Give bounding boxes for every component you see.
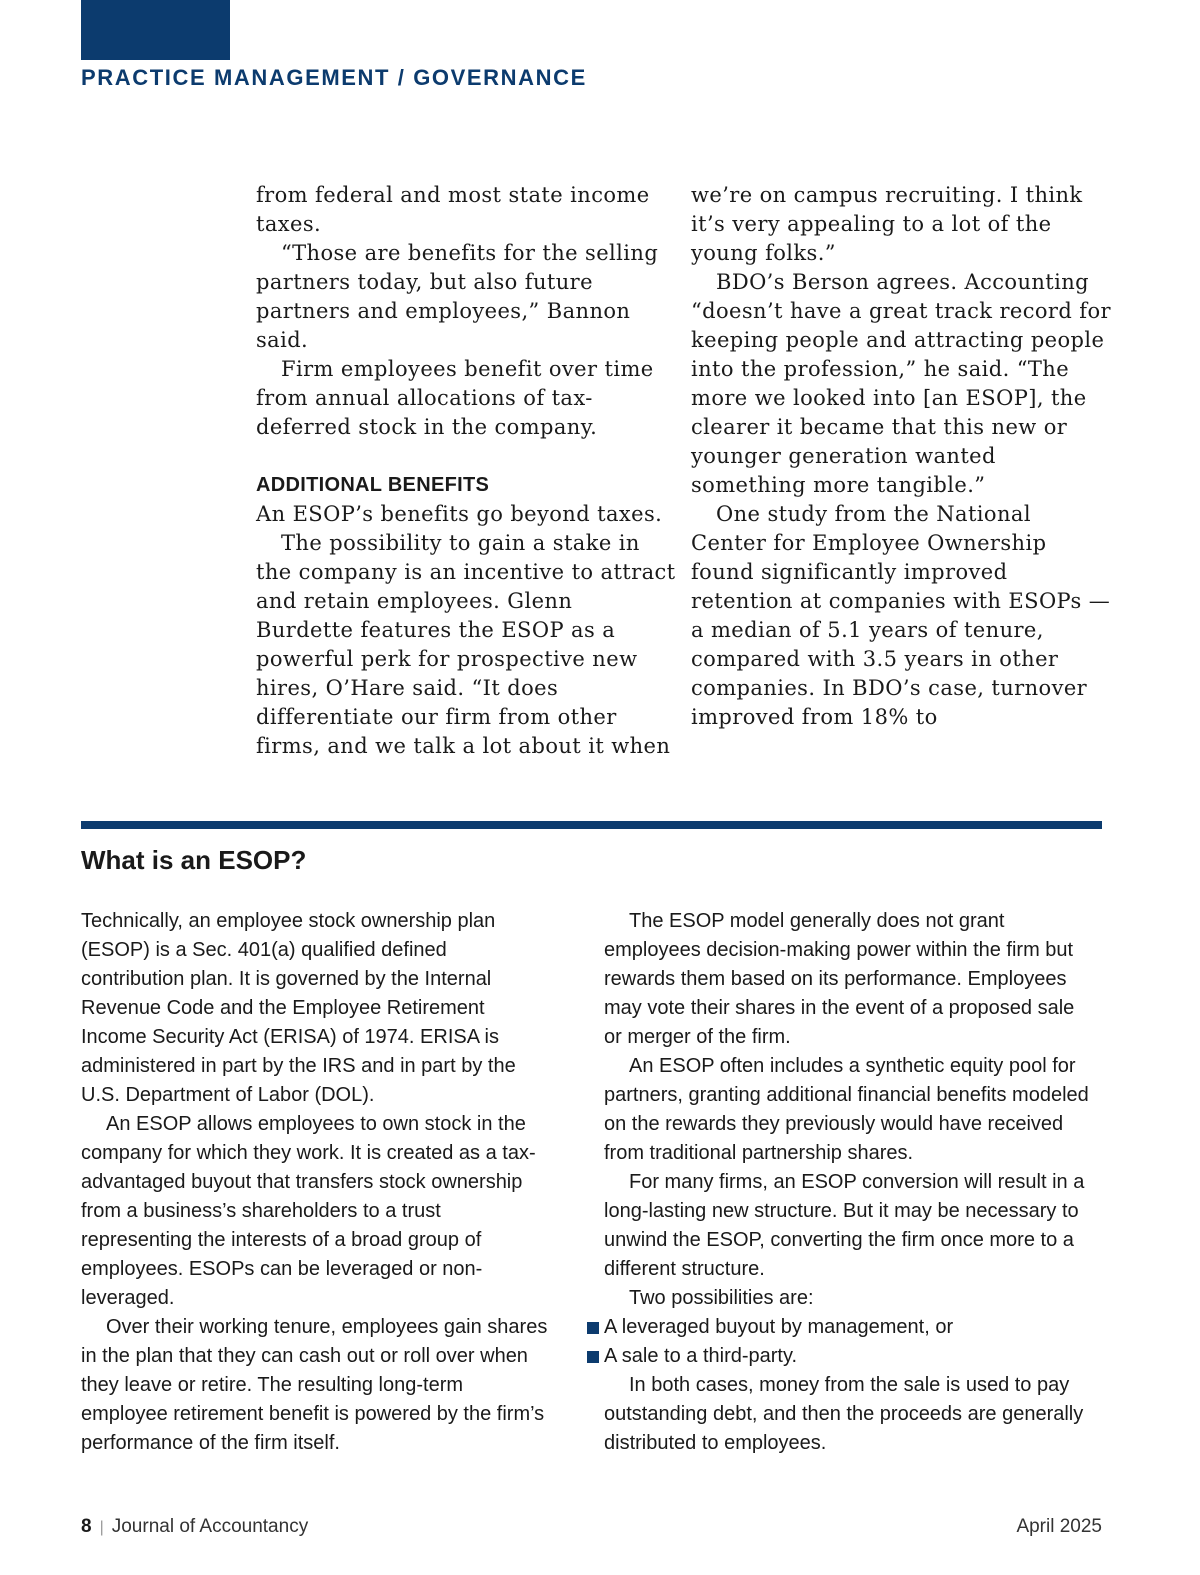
sidebar-paragraph: For many firms, an ESOP conversion will result in a long-lasting new structure. But it may be necessary to unwind the ESOP, converting the firm once more to a different structure. bbox=[604, 1171, 1085, 1280]
header-color-block bbox=[81, 0, 230, 60]
section-label: PRACTICE MANAGEMENT / GOVERNANCE bbox=[81, 65, 587, 90]
bullet-text: A leveraged buyout by management, or bbox=[604, 1316, 954, 1338]
sidebar-paragraph: The ESOP model generally does not grant employees decision-making power within the firm but rewards them based on its performance. Employees may vote their shares in the event of a proposed sale or merger of the firm. bbox=[604, 910, 1075, 1048]
article-paragraph: from federal and most state income taxes. bbox=[256, 183, 650, 236]
bullet-text: A sale to a third-party. bbox=[604, 1345, 798, 1367]
footer-left bbox=[81, 1516, 308, 1538]
sidebar-paragraph: Two possibilities are: bbox=[629, 1287, 814, 1309]
footer-separator: | bbox=[99, 1519, 104, 1536]
bullet-item bbox=[604, 1342, 1094, 1371]
paragraph-gap bbox=[256, 442, 676, 471]
sidebar-paragraph: An ESOP often includes a synthetic equity pool for partners, granting additional financial benefits modeled on the rewards they previously would have received from traditional partnership shares. bbox=[604, 1055, 1089, 1164]
publication-name: Journal of Accountancy bbox=[111, 1516, 309, 1537]
article-paragraph: we’re on campus recruiting. I think it’s very appealing to a lot of the young folks.” bbox=[691, 183, 1083, 265]
bullet-item bbox=[604, 1313, 1094, 1342]
article-paragraph: “Those are benefits for the selling partners today, but also future partners and employees,” Bannon said. bbox=[256, 241, 659, 352]
sidebar-paragraph: Over their working tenure, employees gain shares in the plan that they can cash out or roll over when they leave or retire. The resulting long-term employee retirement benefit is powered by the firm’s performance of the firm itself. bbox=[81, 1316, 548, 1454]
sidebar-right-column bbox=[604, 907, 1094, 1458]
page-number: 8 bbox=[81, 1516, 92, 1537]
article-paragraph: Firm employees benefit over time from annual allocations of tax-deferred stock in the company. bbox=[256, 357, 654, 439]
article-paragraph: An ESOP’s benefits go beyond taxes. bbox=[256, 502, 663, 526]
sidebar-paragraph: An ESOP allows employees to own stock in the company for which they work. It is created as a tax-advantaged buyout that transfers stock ownership from a business’s shareholders to a trust representing the interests of a broad group of employees. ESOPs can be leveraged or non-leveraged. bbox=[81, 1113, 536, 1309]
article-right-column bbox=[691, 181, 1111, 732]
article-paragraph: The possibility to gain a stake in the company is an incentive to attract and retain employees. Glenn Burdette features the ESOP as a powerful perk for prospective new hires, O’Hare said. “It does differentiate our firm from other firms, and we talk a lot about it when bbox=[256, 531, 676, 758]
sidebar-divider-rule bbox=[81, 821, 1102, 829]
issue-date: April 2025 bbox=[1016, 1516, 1102, 1537]
square-bullet-icon bbox=[587, 1322, 599, 1334]
sidebar-title: What is an ESOP? bbox=[81, 845, 307, 875]
article-paragraph: One study from the National Center for Employee Ownership found significantly improved retention at companies with ESOPs — a median of 5.1 years of tenure, compared with 3.5 years in other companies. In BDO’s case, turnover improved from 18% to bbox=[691, 502, 1111, 729]
article-left-column bbox=[256, 181, 676, 761]
sidebar-left-column bbox=[81, 907, 551, 1458]
article-subhead: ADDITIONAL BENEFITS bbox=[256, 474, 490, 496]
sidebar-paragraph: Technically, an employee stock ownership plan (ESOP) is a Sec. 401(a) qualified defined contribution plan. It is governed by the Internal Revenue Code and the Employee Retirement Income Security Act (ERISA) of 1974. ERISA is administered in part by the IRS and in part by the U.S. Department of Labor (DOL). bbox=[81, 910, 516, 1106]
article-paragraph: BDO’s Berson agrees. Accounting “doesn’t have a great track record for keeping people and attracting people into the profession,” he said. “The more we looked into [an ESOP], the clearer it became that this new or younger generation wanted something more tangible.” bbox=[691, 270, 1111, 497]
sidebar-paragraph: In both cases, money from the sale is used to pay outstanding debt, and then the proceeds are generally distributed to employees. bbox=[604, 1374, 1084, 1454]
square-bullet-icon bbox=[587, 1351, 599, 1363]
